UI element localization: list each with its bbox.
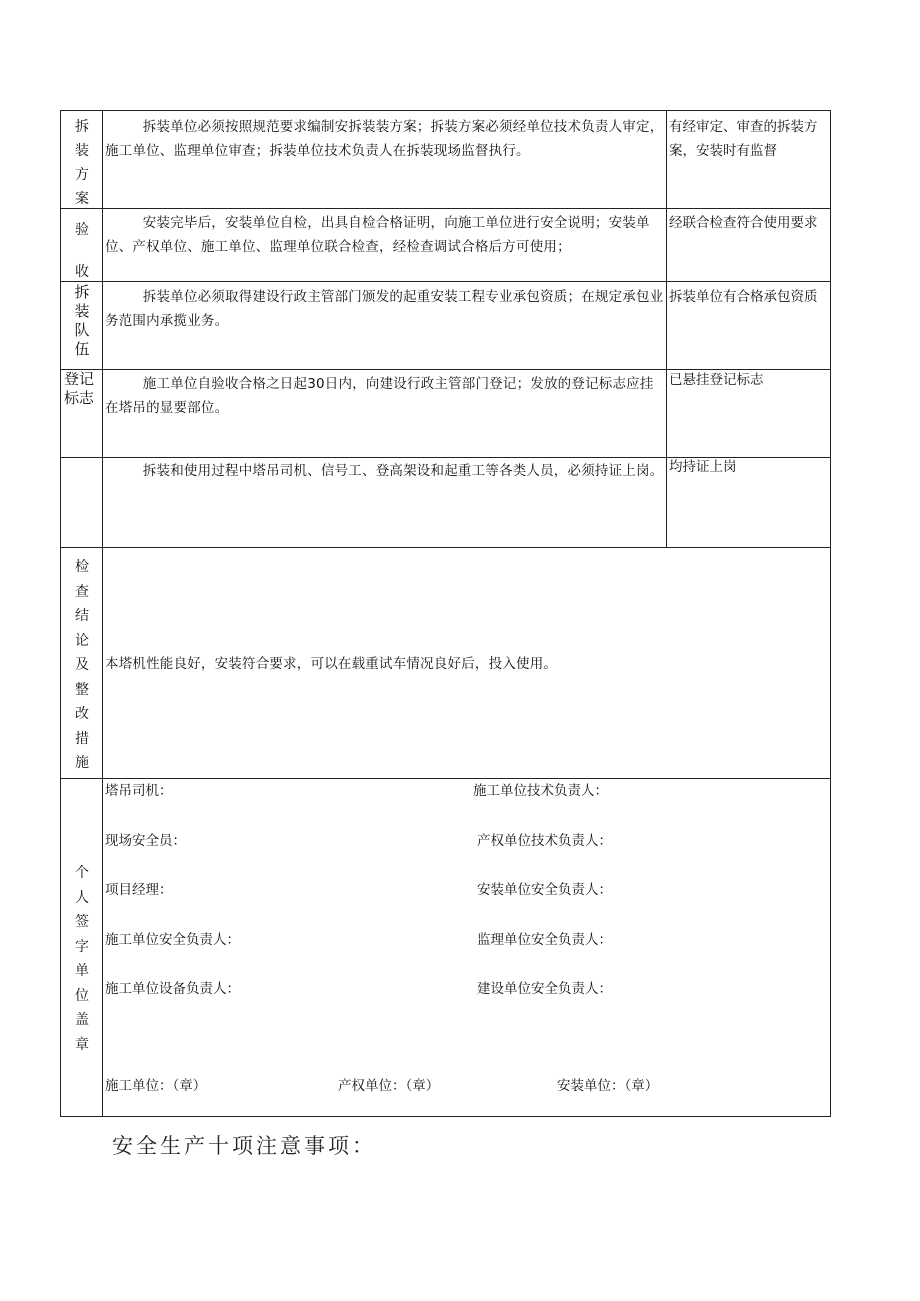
signature-builder-safety-lead: 建设单位安全负责人：: [477, 981, 612, 997]
row-label-certification: [61, 459, 103, 545]
row-label-disassembly-plan: 拆装方案: [75, 119, 89, 207]
row-note-team: 拆装单位有合格承包资质: [669, 289, 818, 305]
row-content-team: 拆装单位必须取得建设行政主管部门颁发的起重安装工程专业承包资质；在规定承包业务范围内承揽业务。: [105, 289, 664, 329]
stamp-construction-unit: 施工单位：（章）: [105, 1078, 207, 1094]
row-note-disassembly-plan: 有经审定、审查的拆装方案，安装时有监督: [669, 119, 818, 159]
row-content-acceptance: 安装完毕后，安装单位自检，出具自检合格证明，向施工单位进行安全说明；安装单位、产权单位、施工单位、监理单位联合检查，经检查调试合格后方可使用；: [105, 215, 650, 255]
row-label-registration: 登记标志: [64, 370, 95, 407]
signature-installer-safety-lead: 安装单位安全负责人：: [477, 882, 612, 898]
signature-tower-crane-driver: 塔吊司机：: [105, 783, 173, 799]
row-content-registration: 施工单位自验收合格之日起30日内，向建设行政主管部门登记；发放的登记标志应挂在塔吊的显要部位。: [105, 376, 654, 416]
row-content-certification: 拆装和使用过程中塔吊司机、信号工、登高架设和起重工等各类人员，必须持证上岗。: [142, 463, 664, 479]
inspection-table: [60, 110, 831, 1117]
signature-label: 个人签字单位盖章: [75, 865, 89, 1053]
row-divider: [61, 208, 831, 209]
note-column-divider: [666, 111, 667, 548]
signature-construction-equipment-lead: 施工单位设备负责人：: [105, 981, 240, 997]
stamp-installer-unit: 安装单位：（章）: [557, 1078, 659, 1094]
signature-owner-tech-lead: 产权单位技术负责人：: [477, 833, 612, 849]
row-divider: [61, 778, 831, 779]
conclusion-text: 本塔机性能良好，安装符合要求，可以在载重试车情况良好后，投入使用。: [105, 656, 558, 672]
row-label-acceptance: 验收: [75, 222, 89, 280]
stamp-owner-unit: 产权单位：（章）: [338, 1078, 440, 1094]
row-note-registration: 已悬挂登记标志: [669, 372, 764, 388]
signature-supervisor-safety-lead: 监理单位安全负责人：: [477, 932, 612, 948]
footer-title: 安全生产十项注意事项：: [112, 1134, 376, 1158]
row-note-certification: 均持证上岗: [669, 459, 737, 475]
signature-site-safety-officer: 现场安全员：: [105, 833, 186, 849]
conclusion-label: 检查结论及整改措施: [75, 559, 89, 771]
row-content-disassembly-plan: 拆装单位必须按照规范要求编制安拆装装方案；拆装方案必须经单位技术负责人审定，施工单位、监理单位审查；拆装单位技术负责人在拆装现场监督执行。: [105, 119, 664, 159]
signature-construction-safety-lead: 施工单位安全负责人：: [105, 932, 240, 948]
row-divider: [61, 547, 831, 548]
row-label-team: 拆装队伍: [74, 283, 90, 358]
signature-construction-tech-lead: 施工单位技术负责人：: [473, 783, 608, 799]
row-note-acceptance: 经联合检查符合使用要求: [669, 215, 818, 231]
signature-project-manager: 项目经理：: [105, 882, 173, 898]
row-divider: [61, 281, 831, 282]
